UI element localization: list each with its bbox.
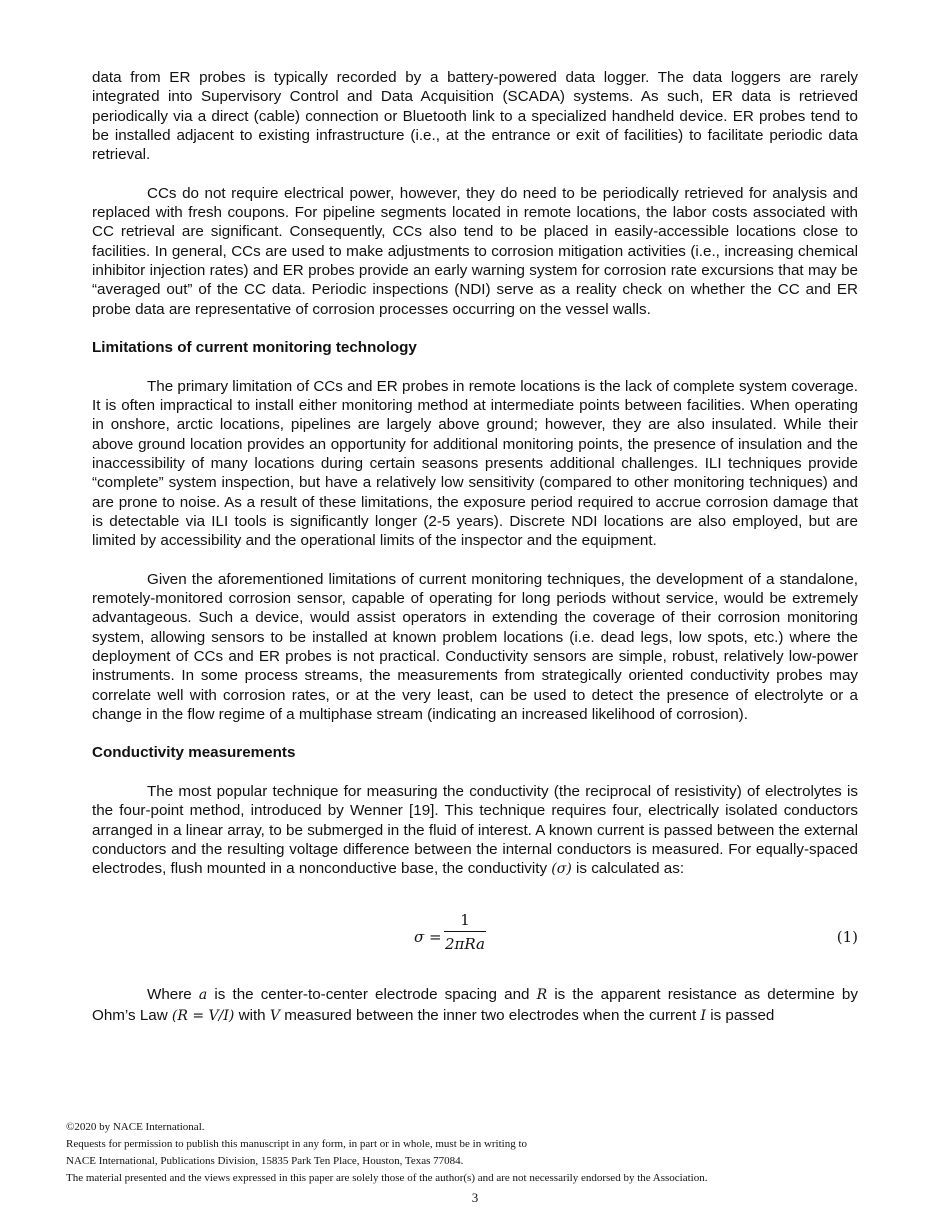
symbol-i: I: [700, 1007, 706, 1024]
four-point-text-end: is calculated as:: [576, 860, 685, 878]
text-segment: is the center-to-center electrode spacing and: [214, 986, 530, 1004]
text-segment: is the apparent resistance as determine by Ohm’s Law: [92, 986, 858, 1024]
page-body: [92, 68, 858, 1045]
equation-1: [92, 911, 858, 967]
section-heading-conductivity: Conductivity measurements: [92, 744, 296, 762]
text-segment: measured between the inner two electrodes when the current: [284, 1006, 697, 1024]
paragraph-coupons: CCs do not require electrical power, however, they do need to be periodically retrieved for analysis and replaced with fresh coupons. For pipeline segments located in remote locations, the labor costs associated with CC retrieval are significant. Consequently, CCs also tend to be placed in easily-accessible locations close to facilities. In general, CCs are used to make adjustments to corrosion mitigation activities (i.e., increasing chemical inhibitor injection rates) and ER probes provide an early warning system for corrosion rate excursions that may be “averaged out” of the CC data. Periodic inspections (NDI) serve as a reality check on whether the CC and ER probe data are representative of corrosion processes occurring on the vessel walls.: [92, 184, 858, 318]
paragraph-limitations: The primary limitation of CCs and ER probes in remote locations is the lack of complete system coverage. It is often impractical to install either monitoring method at intermediate points between facilities. When operating in onshore, arctic locations, pipelines are largely above ground; however, they are also insulated. While their above ground location provides an opportunity for additional monitoring points, the presence of insulation and the inaccessibility of many locations during certain seasons presents additional challenges. ILI techniques provide “complete” system inspection, but have a relatively low sensitivity (compared to other monitoring techniques) and are prone to noise. As a result of these limitations, the exposure period required to accrue corrosion damage that is detectable via ILI tools is significantly longer (2-5 years). Discrete NDI locations are also employed, but are limited by accessibility and the operational limits of the inspector and the equipment.: [92, 377, 858, 550]
ohms-law-formula: (R = V/I): [171, 1007, 235, 1024]
footer-address: NACE International, Publications Division, 15835 Park Ten Place, Houston, Texas 77084.: [66, 1155, 464, 1167]
equation-numerator: 1: [444, 911, 486, 932]
symbol-a: a: [198, 987, 208, 1004]
text-segment: with: [238, 1006, 266, 1024]
equation-denominator: 2πRa: [445, 935, 485, 954]
text-segment: is passed: [710, 1006, 775, 1024]
paragraph-four-point-method: [92, 782, 858, 879]
page-number: 3: [471, 1190, 479, 1205]
paragraph-sensor-advantage: Given the aforementioned limitations of current monitoring techniques, the development of a standalone, remotely-monitored corrosion sensor, capable of operating for long periods without service, would be extremely advantageous. Such a device, would assist operators in extending the coverage of their corrosion monitoring system, allowing sensors to be installed at known problem locations (i.e. dead legs, low spots, etc.) where the deployment of CCs and ER probes is not practical. Conductivity sensors are simple, robust, relatively low-power instruments. In some process streams, the measurements from strategically oriented conductivity probes may correlate well with corrosion rates, or at the very least, can be used to detect the presence of electrolyte or a change in the flow regime of a multiphase stream (indicating an increased likelihood of corrosion).: [92, 570, 858, 723]
symbol-v: V: [269, 1007, 280, 1024]
equation-lhs: σ =: [414, 928, 442, 947]
paragraph-er-data: data from ER probes is typically recorded by a battery-powered data logger. The data loggers are rarely integrated into Supervisory Control and Data Acquisition (SCADA) systems. As such, ER data is retrieved periodically via a direct (cable) connection or Bluetooth link to a specialized handheld device. ER probes tend to be installed adjacent to existing infrastructure (i.e., at the entrance or exit of facilities) to facilitate periodic data retrieval.: [92, 69, 858, 164]
equation-number: (1): [836, 928, 858, 947]
footer-permissions: Requests for permission to publish this manuscript in any form, in part or in whole, must be in writing to: [66, 1138, 528, 1150]
sigma-symbol: (σ): [551, 861, 572, 878]
copyright-footer: [66, 1119, 886, 1187]
section-heading-limitations: Limitations of current monitoring technology: [92, 339, 417, 357]
footer-disclaimer: The material presented and the views expressed in this paper are solely those of the author(s) and are not necessarily endorsed by the Association.: [66, 1172, 708, 1184]
equation-fraction: [444, 911, 486, 954]
footer-copyright: ©2020 by NACE International.: [66, 1121, 205, 1133]
text-segment: Where: [147, 986, 192, 1004]
four-point-text: The most popular technique for measuring the conductivity (the reciprocal of resistivity) of electrolytes is the four-point method, introduced by Wenner [19]. This technique requires four, electrically isolated conductors arranged in a linear array, to be submerged in the fluid of interest. A known current is passed between the external conductors and the resulting voltage difference between the internal conductors is measured. For equally-spaced electrodes, flush mounted in a nonconductive base, the conductivity: [92, 782, 858, 878]
symbol-r: R: [536, 987, 548, 1004]
paragraph-ohms-law: [92, 985, 858, 1026]
